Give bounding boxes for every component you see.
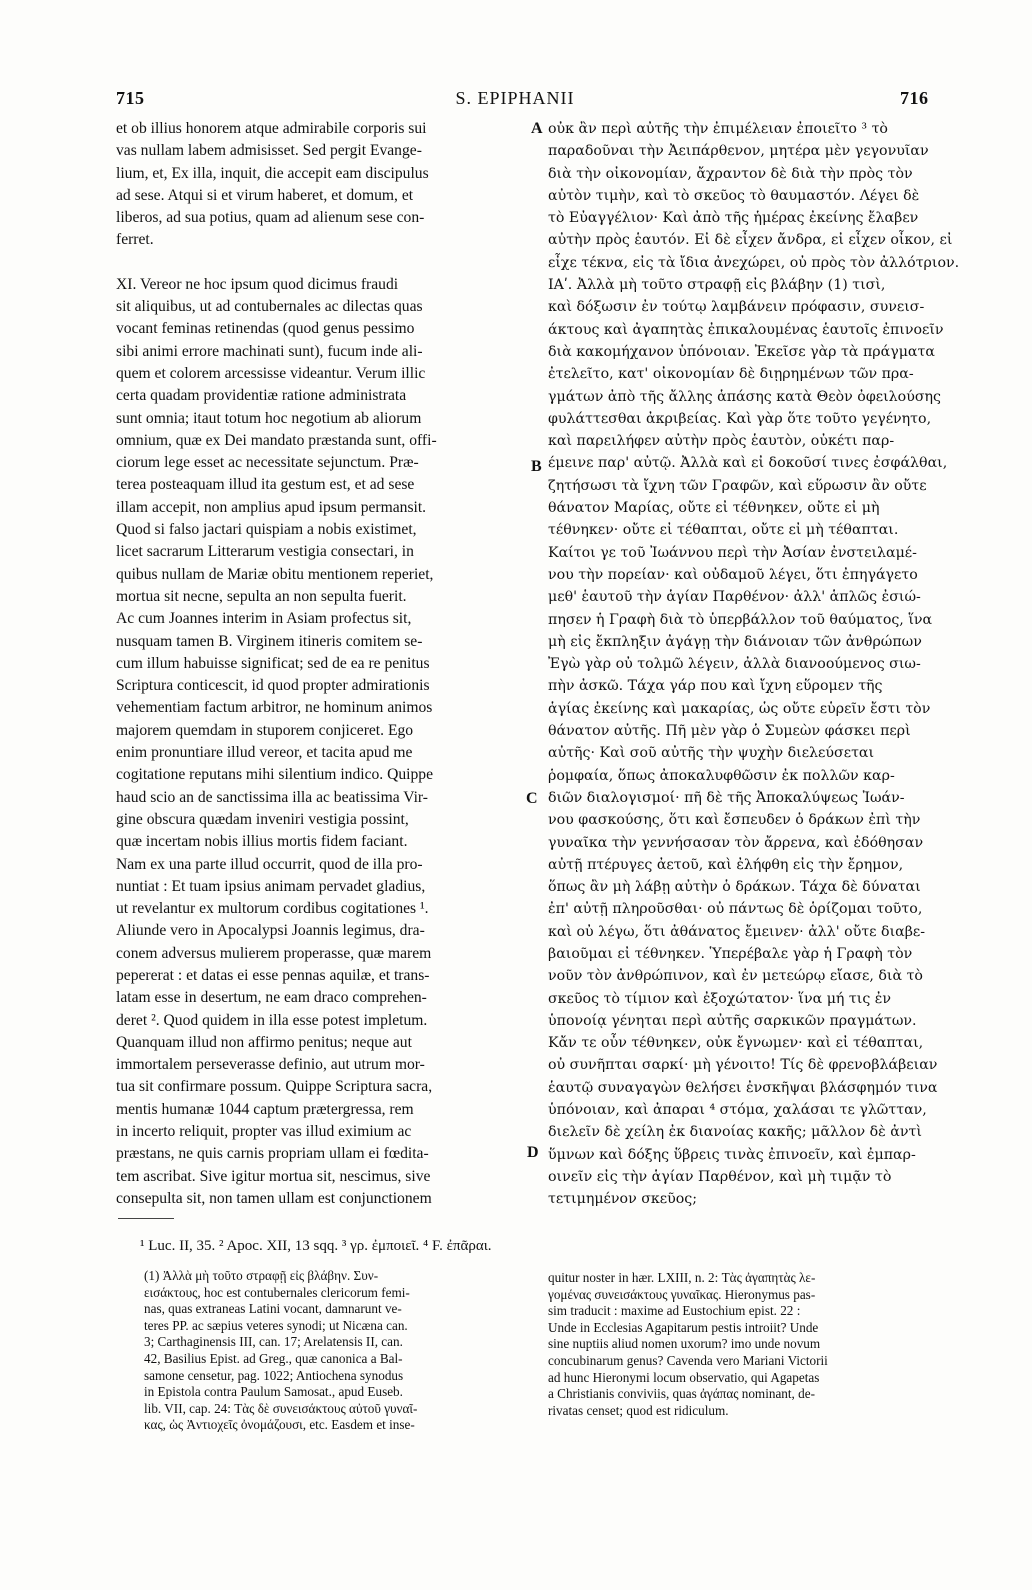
note-line: κας, ὡς Ἀντιοχεῖς ὀνομάζουσι, etc. Easdem et inse- — [144, 1417, 415, 1433]
latin-text-line: vas nullam labem admisisset. Sed pergit Evange- — [116, 142, 422, 160]
greek-text-line: διελεῖν δὲ χείλη ἐκ διανοίας κακῆς; μᾶλλον δὲ ἀντὶ — [548, 1124, 922, 1141]
latin-text-line: et ob illius honorem atque admirabile corporis sui — [116, 120, 427, 137]
latin-text-line: consepulta sit, non tamen ullam est conjunctionem — [116, 1189, 432, 1207]
greek-text-line: παραδοῦναι τὴν Ἀειπάρθενον, μητέρα μὲν γεγονυῖαν — [548, 143, 929, 160]
latin-text-line: cogitatione reputans mihi silentium indico. Quippe — [116, 766, 434, 784]
latin-text-line: mortua sit necne, sepulta an non sepulta fuerit. — [116, 587, 407, 605]
greek-text-line: νου τὴν πορείαν· καὶ οὐδαμοῦ λέγει, ὅτι ἐπηγάγετο — [548, 566, 918, 583]
greek-text-line: ὑπονοίᾳ γένηται περὶ αὐτῆς σαρκικῶν πραγμάτων. — [548, 1012, 917, 1029]
greek-text-line: ῥομφαία, ὅπως ἀποκαλυφθῶσιν ἐκ πολλῶν καρ- — [548, 767, 895, 784]
note-line: Unde in Ecclesias Agapitarum pestis introiit? Unde — [548, 1319, 819, 1335]
greek-text-line: έμεινε παρ' αὐτῷ. Ἀλλὰ καὶ εἰ δοκοῦσί τινες ἐσφάλθαι, — [548, 455, 948, 472]
commentary-notes-left — [144, 1268, 527, 1434]
note-line: teres PP. ac sæpius veteres synodi; ut Nicæna can. — [144, 1317, 408, 1333]
latin-text-line: deret ². Quod quidem in illa esse potest impletum. — [116, 1011, 428, 1029]
latin-text-line: sit aliquibus, ut ad contubernales ac dilectas quas — [116, 298, 423, 316]
note-line: (1) Ἀλλὰ μὴ τοῦτο στραφῇ εἰς βλάβην. Συν- — [144, 1268, 379, 1283]
note-line: concubinarum genus? Cavenda vero Mariani Victorii — [548, 1352, 828, 1368]
note-line: rivatas censet; quod est ridiculum. — [548, 1402, 729, 1418]
greek-text-line: οινεῖν εἰς τὴν ἁγίαν Παρθένον, καὶ μὴ τιμᾷν τὸ — [548, 1168, 892, 1185]
greek-text-line: νοῦν τὸν ἀνθρώπινον, καὶ ἐν μετεώρῳ εἴασε, διὰ τὸ — [548, 968, 923, 985]
latin-column — [116, 118, 523, 1210]
greek-text-line: οὐ συνῆπται σαρκί· μὴ γένοιτο! Τίς δὲ φρενοβλάβειαν — [548, 1057, 938, 1074]
page-number-right: 716 — [900, 88, 929, 108]
latin-text-line: vehementiam factum arbitror, ne hominum animos — [116, 699, 433, 717]
greek-text-line: ἐτελεῖτο, κατ' οἰκονομίαν δὲ διῃρημένων τῶν πρα- — [548, 366, 914, 383]
greek-text-line: αὐτῇ πτέρυγες ἀετοῦ, καὶ ἐλήφθη εἰς τὴν ἔρημον, — [548, 856, 904, 873]
latin-text-line: pepererat : et datas ei esse pennas aquilæ, et trans- — [116, 966, 430, 984]
greek-text-line: Κἄν τε οὖν τέθνηκεν, οὐκ ἔγνωμεν· καὶ εἰ τέθαπται, — [548, 1035, 924, 1052]
greek-text-line: γυναῖκα τὴν γεννήσασαν τὸν ἄρρενα, καὶ ἐδόθησαν — [548, 834, 924, 851]
latin-text-line: enim pronuntiare illud vereor, et tacita apud me — [116, 744, 413, 762]
greek-text-line: καὶ οὐ λέγω, ὅτι ἀθάνατος ἔμεινεν· ἀλλ' οὔτε διαβε- — [548, 923, 926, 940]
note-line: samone censetur, pag. 1022; Antiochena synodus — [144, 1367, 404, 1383]
latin-text-line: Scriptura conticescit, id quod propter admirationis — [116, 677, 430, 695]
note-line: γομένας συνεισάκτους γυναῖκας. Hieronymus pas- — [548, 1286, 816, 1302]
latin-text-line: sunt omnia; itaut totum hoc negotium ab aliorum — [116, 409, 422, 427]
commentary-notes-right — [548, 1270, 958, 1419]
latin-text-line: nuntiat : Et tuam ipsius animam pervadet gladius, — [116, 877, 426, 895]
latin-text-line: omnium, quæ ex Dei mandato præstanda sunt, offi- — [116, 431, 437, 449]
note-line: a Christianis conviviis, quas ἀγάπας nominant, de- — [548, 1386, 815, 1402]
greek-text-line: μεθ' ἑαυτοῦ τὴν ἁγίαν Παρθένον· ἀλλ' ἁπλῶς ἐσιώ- — [548, 589, 921, 606]
greek-text-line: ἑαυτῷ συναγαγὼν θελήσει ἐνσκῆψαι βλάσφημόν τινα — [548, 1079, 938, 1096]
footnote-references: ¹ Luc. II, 35. ² Apoc. XII, 13 sqq. ³ γρ. ἐμποιεῖ. ⁴ F. ἐπᾶραι. — [140, 1238, 492, 1254]
footnote-divider — [118, 1218, 174, 1219]
greek-text-line: τὸ Εὐαγγέλιον· Καὶ ἀπὸ τῆς ἡμέρας ἐκείνης ἔλαβεν — [548, 210, 919, 227]
greek-text-line: διὰ τὴν οἰκονομίαν, ἄχραντον δὲ διὰ τὴν πρὸς τὸν — [548, 165, 913, 182]
latin-text-line: in incerto reliquit, propter vas illud eximium ac — [116, 1123, 412, 1141]
latin-text-line: tem ascribat. Sive igitur mortua sit, nescimus, sive — [116, 1167, 431, 1185]
latin-text-line: præstans, ne quis carnis propriam ullam ei fœdita- — [116, 1145, 429, 1163]
note-line: nas, quas extraneas Latini vocant, damnarunt ve- — [144, 1301, 402, 1317]
note-line: sine nuptiis aliud nomen uxorum? imo unde novum — [548, 1336, 821, 1352]
greek-text-line: θάνατον Μαρίας, οὔτε εἰ τέθνηκεν, οὔτε εἰ μὴ — [548, 500, 880, 517]
latin-text-line: liberos, ad sua potius, quam ad alienum sese con- — [116, 209, 425, 227]
margin-letter-d: D — [527, 1144, 539, 1161]
greek-text-line: ὅπως ἂν μὴ λάβῃ αὐτὴν ὁ δράκων. Τάχα δὲ δύναται — [548, 879, 921, 896]
greek-text-line: εἶχε τέκνα, εἰς τὰ ἴδια ἀνεχώρει, οὐ πρὸς τὸν ἀλλότριον. — [548, 254, 960, 271]
latin-text-line: Nam ex una parte illud occurrit, quod de illa pro- — [116, 855, 423, 873]
note-line: quitur noster in hær. LXIII, n. 2: Τὰς ἀγαπητὰς λε- — [548, 1270, 816, 1285]
greek-column — [548, 118, 960, 1211]
greek-text-line: πὴν ἀσκῶ. Τάχα γάρ που καὶ ἴχνη εὕρομεν τῆς — [548, 678, 883, 695]
greek-text-line: ὕμνων καὶ δόξης ὕβρεις τινὰς ἐπινοεῖν, καὶ ἐμπαρ- — [548, 1146, 916, 1163]
note-line: 3; Carthaginensis III, can. 17; Arelatensis II, can. — [144, 1334, 403, 1350]
note-line: ad hunc Hieronymi locum observatio, qui Agapetas — [548, 1369, 820, 1385]
latin-text-line: ciorum lege esset ac necessitate sejunctum. Præ- — [116, 454, 419, 472]
greek-text-line: βαιοῦμαι εἰ τέθνηκεν. Ὑπερέβαλε γὰρ ἡ Γραφὴ τὸν — [548, 945, 913, 962]
greek-text-line: ζητήσωσι τὰ ἴχνη τῶν Γραφῶν, καὶ εὕρωσιν ἂν οὔτε — [548, 477, 927, 494]
margin-letter-b: B — [531, 458, 542, 475]
greek-text-line: άκτους καὶ ἀγαπητὰς ἐπικαλουμένας ἑαυτοῖς ἐπινοεῖν — [548, 321, 944, 338]
page-number-left: 715 — [116, 88, 145, 108]
latin-text-line: vocant feminas retinendas (quod genus pessimo — [116, 320, 415, 338]
latin-text-line: sibi animi errore machinati sunt), fucum inde ali- — [116, 342, 423, 360]
latin-text-line: nusquam tamen B. Virginem itineris comitem se- — [116, 632, 423, 650]
latin-text-line: tua sit confirmare possum. Quippe Scriptura sacra, — [116, 1078, 433, 1096]
greek-text-line: ὑπόνοιαν, καὶ ἀπαραι ⁴ στόμα, χαλάσαι τε γλῶτταν, — [548, 1102, 927, 1119]
greek-text-line: αὐτὸν τιμὴν, καὶ τὸ σκεῦος τὸ θαυμαστόν. Λέγει δὲ — [548, 187, 920, 204]
greek-text-line: νου φασκούσης, ὅτι καὶ ἔσπευδεν ὁ δράκων ἐπὶ τὴν — [548, 812, 921, 829]
greek-text-line: διὰ κακομήχανον ὑπόνοιαν. Ἐκεῖσε γὰρ τὰ πράγματα — [548, 343, 935, 360]
greek-text-line: ἁγίας ἐκείνης καὶ μακαρίας, ὡς οὔτε εὑρεῖν ἔστι τὸν — [548, 700, 931, 717]
greek-text-line: τετιμημένον σκεῦος; — [548, 1191, 697, 1208]
latin-text-line: conem adversus mulierem properasse, quæ marem — [116, 944, 432, 962]
latin-text-line: gine obscura quædam inveniri vestigia possint, — [116, 810, 409, 828]
latin-text-line: mentis humanæ 1044 captum prætergressa, rem — [116, 1100, 414, 1118]
latin-text-line: ut revelantur ex multorum cordibus cogitationes ¹. — [116, 900, 429, 918]
note-line: lib. VII, cap. 24: Τὰς δὲ συνεισάκτους αὐτοῦ γυναῖ- — [144, 1400, 418, 1416]
greek-text-line: φυλάττεσθαι ἀκριβείας. Καὶ γὰρ ὅτε τοῦτο γεγένητο, — [548, 410, 932, 427]
latin-text-line: certa quadam providentiæ ratione administrata — [116, 387, 407, 405]
greek-text-line: καὶ δόξωσιν ἐν τούτῳ λαμβάνειν πρόφασιν, συνεισ- — [548, 299, 925, 316]
greek-text-line: θάνατον αὐτῆς. Πῆ μὲν γὰρ ὁ Συμεὼν φάσκει περὶ — [548, 723, 911, 740]
latin-text-line — [116, 252, 523, 274]
greek-text-line: ΙΑʹ. Ἀλλὰ μὴ τοῦτο στραφῇ εἰς βλάβην (1) τισὶ, — [548, 277, 886, 294]
latin-text-line: ad sese. Atqui si et virum haberet, et domum, et — [116, 186, 414, 204]
note-line: 42, Basilius Epist. ad Greg., quæ canonica a Bal- — [144, 1350, 403, 1366]
latin-text-line: lium, et, Ex illa, inquit, die accepit eam discipulus — [116, 164, 429, 182]
greek-text-line: μὴ εἰς ἔκπληξιν ἀγάγῃ τὴν διάνοιαν τῶν ἀνθρώπων — [548, 633, 922, 650]
latin-text-line: haud scio an de sanctissima illa ac beatissima Vir- — [116, 788, 428, 806]
greek-text-line: αὐτῆς· Καὶ σοῦ αὐτῆς τὴν ψυχὴν διελεύσεται — [548, 745, 875, 762]
greek-text-line: ἐπ' αὐτῇ πληροῦσθαι· οὐ πάντως δὲ ὁρίζομαι τοῦτο, — [548, 901, 923, 918]
latin-text-line: ferret. — [116, 231, 154, 249]
greek-text-line: οὐκ ἂν περὶ αὐτῆς τὴν ἐπιμέλειαν ἐποιεῖτο ³ τὸ — [548, 121, 888, 137]
greek-text-line: αὐτὴν πρὸς ἑαυτόν. Εἰ δὲ εἶχεν ἄνδρα, εἰ εἶχεν οἶκον, εἰ — [548, 232, 953, 249]
greek-text-line: Καίτοι γε τοῦ Ἰωάννου περὶ τὴν Ἀσίαν ἐνστειλαμέ- — [548, 544, 917, 561]
greek-text-line: γμάτων ἀπὸ τῆς ἄλλης ἁπάσης κατὰ Θεὸν ὀφειλούσης — [548, 388, 941, 405]
greek-text-line: Ἐγὼ γὰρ οὐ τολμῶ λέγειν, ἀλλὰ διανοούμενος σιω- — [548, 656, 921, 673]
latin-text-line: majorem quemdam in stuporem conjiceret. Ego — [116, 721, 414, 739]
latin-text-line: terea posteaquam illud ita gestum est, et ad sese — [116, 476, 415, 494]
latin-text-line: latam esse in desertum, ne eam draco comprehen- — [116, 989, 427, 1007]
greek-text-line: καὶ παρειλήφεν αὐτὴν πρὸς ἑαυτὸν, οὐκέτι παρ- — [548, 433, 895, 450]
greek-text-line: διῶν διαλογισμοί· πῆ δὲ τῆς Ἀποκαλύψεως Ἰωάν- — [548, 789, 905, 806]
margin-letter-c: C — [526, 790, 538, 807]
note-line: sim traducit : maxime ad Eustochium epist. 22 : — [548, 1303, 801, 1319]
latin-text-line: Quod si falso jactari quispiam a nobis existimet, — [116, 521, 417, 539]
latin-text-line: quæ incertam nobis illius mortis fidem faciant. — [116, 833, 408, 851]
greek-text-line: σκεῦος τὸ τίμιον καὶ ἐξοχώτατον· ἵνα μή τις ἐν — [548, 990, 892, 1007]
latin-text-line: immortalem perseverasse definio, aut utrum mor- — [116, 1056, 425, 1074]
latin-text-line: cum illum habuisse significat; sed de ea re penitus — [116, 654, 430, 672]
note-line: εισάκτους, hoc est contubernales clericorum femi- — [144, 1284, 410, 1300]
latin-text-line: quem et colorem arcessisse videantur. Verum illic — [116, 364, 426, 382]
latin-text-line: Ac cum Joannes interim in Asiam profectus sit, — [116, 610, 412, 628]
greek-text-line: τέθνηκεν· οὔτε εἰ τέθαπται, οὔτε εἰ μὴ τέθαπται. — [548, 522, 899, 539]
greek-text-line: πησεν ἡ Γραφὴ διὰ τὸ ὑπερβάλλον τοῦ θαύματος, ἵνα — [548, 611, 933, 628]
latin-text-line: XI. Vereor ne hoc ipsum quod dicimus fraudi — [116, 275, 399, 293]
latin-text-line: Aliunde vero in Apocalypsi Joannis legimus, dra- — [116, 922, 425, 940]
latin-text-line: licet sacrarum Litterarum vestigia consectari, in — [116, 543, 414, 561]
latin-text-line: Quanquam illud non affirmo penitus; neque aut — [116, 1033, 412, 1051]
latin-text-line: quibus nullam de Mariæ obitu mentionem reperiet, — [116, 565, 434, 583]
note-line: in Epistola contra Paulum Samosat., apud Euseb. — [144, 1384, 403, 1400]
margin-letter-a: A — [531, 120, 543, 137]
latin-text-line: illam accepit, non amplius apud ipsum permansit. — [116, 498, 427, 516]
running-title: S. EPIPHANII — [455, 88, 575, 108]
